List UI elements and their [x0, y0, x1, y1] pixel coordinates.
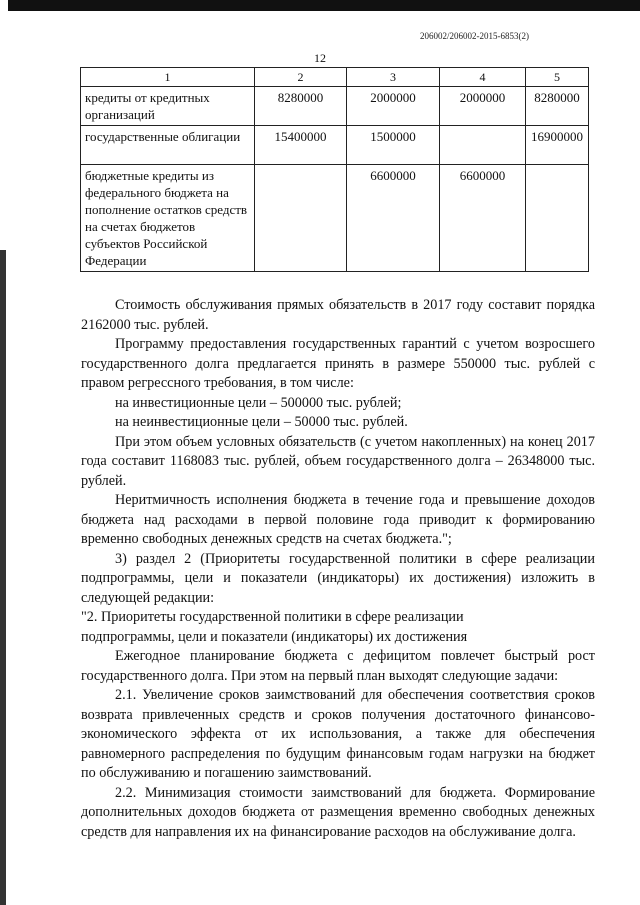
table-cell: 6600000 — [347, 165, 440, 272]
row-label: бюджетные кредиты из федерального бюджета на пополнение остатков средств на счетах бюджетов субъектов Российской Федерации — [81, 165, 255, 272]
page-number: 12 — [314, 51, 326, 65]
paragraph: При этом объем условных обязательств (с учетом накопленных) на конец 2017 года составит 1168083 тыс. рублей, объем государственного долга – 26348000 тыс. рублей. — [81, 433, 595, 489]
paragraph: 2.2. Минимизация стоимости заимствований для бюджета. Формирование дополнительных доходов бюджета от размещения временно свободных денежных средств для направления их на финансирование расходов на обслуживание долга. — [81, 784, 595, 840]
paragraph: Неритмичность исполнения бюджета в течение года и превышение доходов бюджета над расходами в первой половине года приводит к формированию временно свободных денежных средств на счетах бюджета."; — [81, 492, 595, 547]
column-header: 4 — [440, 68, 526, 87]
row-label: кредиты от кредитных организаций — [81, 87, 255, 126]
scan-edge-left — [0, 250, 6, 905]
table-cell: 8280000 — [526, 87, 589, 126]
paragraph: на инвестиционные цели – 500000 тыс. рублей; — [115, 394, 402, 411]
section-title-line: подпрограммы, цели и показатели (индикаторы) их достижения — [81, 628, 468, 645]
scan-edge-top — [8, 0, 640, 11]
column-header: 3 — [347, 68, 440, 87]
row-label: государственные облигации — [81, 126, 255, 165]
document-id: 206002/206002-2015-6853(2) — [420, 31, 529, 41]
table-cell: 15400000 — [255, 126, 347, 165]
table-header-row — [81, 68, 589, 87]
table-cell — [526, 165, 589, 272]
document-body — [81, 296, 595, 842]
column-header: 2 — [255, 68, 347, 87]
table-cell: 6600000 — [440, 165, 526, 272]
paragraph: Ежегодное планирование бюджета с дефицитом повлечет быстрый рост государственного долга. При этом на первый план выходят следующие задачи: — [81, 648, 595, 684]
table-cell — [255, 165, 347, 272]
table-cell — [440, 126, 526, 165]
table-cell: 16900000 — [526, 126, 589, 165]
table-row — [81, 165, 589, 272]
section-title-line: "2. Приоритеты государственной политики в сфере реализации — [81, 609, 464, 625]
table-row — [81, 126, 589, 165]
budget-table — [80, 67, 589, 272]
table-cell: 2000000 — [347, 87, 440, 126]
paragraph: Программу предоставления государственных гарантий с учетом возросшего государственного долга предлагается принять в размере 550000 тыс. рублей с правом регрессного требования, в том числе: — [81, 336, 595, 391]
table-cell: 1500000 — [347, 126, 440, 165]
table-cell: 8280000 — [255, 87, 347, 126]
table-cell: 2000000 — [440, 87, 526, 126]
paragraph: Стоимость обслуживания прямых обязательств в 2017 году составит порядка 2162000 тыс. рублей. — [81, 297, 595, 333]
table-row — [81, 87, 589, 126]
section-title — [81, 608, 595, 647]
paragraph: 3) раздел 2 (Приоритеты государственной политики в сфере реализации подпрограммы, цели и показатели (индикаторы) их достижения) изложить в следующей редакции: — [81, 550, 595, 606]
column-header: 5 — [526, 68, 589, 87]
paragraph: 2.1. Увеличение сроков заимствований для обеспечения соответствия сроков возврата привлеченных средств и сроков получения достаточного финансово-экономического эффекта от их использования, а также для обеспечения равномерного распределения по будущим финансовым годам нагрузки на бюджет по обслуживанию и погашению заимствований. — [81, 687, 595, 781]
paragraph: на неинвестиционные цели – 50000 тыс. рублей. — [115, 414, 408, 430]
column-header: 1 — [81, 68, 255, 87]
